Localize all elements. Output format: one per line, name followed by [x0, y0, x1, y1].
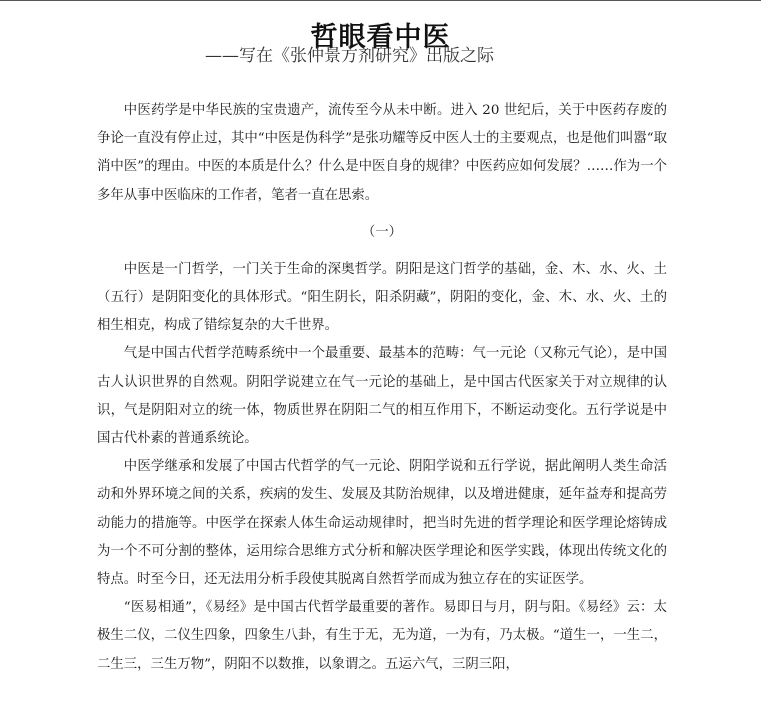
body-paragraph: 中医是一门哲学，一门关于生命的深奥哲学。阴阳是这门哲学的基础，金、木、水、火、土（五行）是阴阳变化的具体形式。“阳生阴长，阳杀阴藏”，阴阳的变化，金、木、水、火、土的相生相克，构成了错综复杂的大千世界。 — [97, 261, 667, 334]
section-heading: （一） — [361, 224, 403, 240]
article-title: 哲眼看中医 — [310, 22, 451, 54]
top-border-line — [0, 0, 761, 1]
intro-paragraph: 中医药学是中华民族的宝贵遗产，流传至今从未中断。进入 20 世纪后，关于中医药存废的争论一直没有停止过，其中“中医是伪科学”是张功耀等反中医人士的主要观点，也是他们叫嚣“取消中医”的理由。中医的本质是什么？什么是中医自身的规律？中医药应如何发展？……作为一个多年从事中医临床的工作者，笔者一直在思索。 — [97, 103, 667, 203]
article-body — [97, 97, 667, 679]
body-paragraph: 气是中国古代哲学范畴系统中一个最重要、最基本的范畴：气一元论（又称元气论），是中国古人认识世界的自然观。阴阳学说建立在气一元论的基础上，是中国古代医家关于对立规律的认识，气是阴阳对立的统一体，物质世界在阴阳二气的相互作用下，不断运动变化。五行学说是中国古代朴素的普通系统论。 — [97, 346, 667, 447]
article-subtitle: ——写在《张仲景方剂研究》出版之际 — [205, 46, 494, 66]
body-paragraph: “医易相通”，《易经》是中国古代哲学最重要的著作。易即日与月，阴与阳。《易经》云：太极生二仪，二仪生四象，四象生八卦，有生于无，无为道，一为有，乃太极。“道生一，一生二，二生三，三生万物”，阴阳不以数推，以象谓之。五运六气，三阴三阳， — [97, 600, 667, 672]
body-paragraph: 中医学继承和发展了中国古代哲学的气一元论、阴阳学说和五行学说，据此阐明人类生命活动和外界环境之间的关系，疾病的发生、发展及其防治规律，以及增进健康，延年益寿和提高劳动能力的措施等。中医学在探索人体生命运动规律时，把当时先进的哲学理论和医学理论熔铸成为一个不可分割的整体，运用综合思维方式分析和解决医学理论和医学实践，体现出传统文化的特点。时至今日，还无法用分析手段使其脱离自然哲学而成为独立存在的实证医学。 — [97, 459, 667, 588]
